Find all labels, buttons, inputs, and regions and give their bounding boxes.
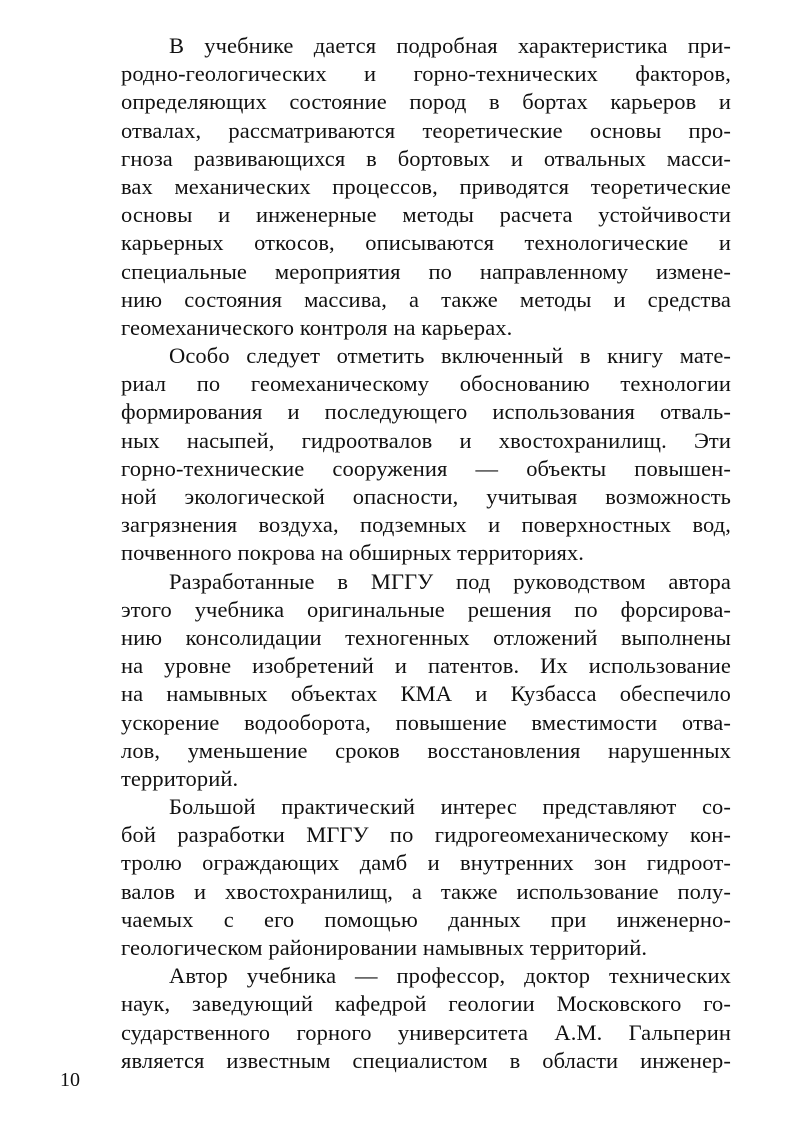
text-line: геомеханического контроля на карьерах.	[121, 314, 513, 340]
text-line: основы и инженерные методы расчета устойчивости	[121, 202, 731, 228]
text-line: территорий.	[121, 765, 239, 791]
text-line: отвалах, рассматриваются теоретические основы про-	[121, 117, 731, 143]
text-line: сударственного горного университета А.М. Гальперин	[121, 1019, 731, 1045]
page-number: 10	[60, 1069, 80, 1091]
text-line: Особо следует отметить включенный в книгу мате-	[169, 343, 731, 369]
text-line: Большой практический интерес представляют со-	[169, 794, 731, 820]
text-line: валов и хвостохранилищ, а также использование полу-	[121, 878, 731, 904]
text-line: ускорение водооборота, повышение вместимости отва-	[121, 709, 731, 735]
text-line: чаемых с его помощью данных при инженерно-	[121, 906, 731, 932]
text-line: загрязнения воздуха, подземных и поверхностных вод,	[121, 512, 731, 538]
text-line: В учебнике дается подробная характеристика при-	[169, 33, 731, 58]
text-line: определяющих состояние пород в бортах карьеров и	[121, 89, 731, 115]
text-line: гноза развивающихся в бортовых и отвальных масси-	[121, 145, 731, 171]
text-line: риал по геомеханическому обоснованию технологии	[121, 371, 731, 397]
text-line: Разработанные в МГГУ под руководством автора	[169, 568, 731, 594]
body-text	[121, 32, 731, 1075]
text-line: горно-технические сооружения — объекты повышен-	[121, 455, 731, 481]
text-line: ных насыпей, гидроотвалов и хвостохранилищ. Эти	[121, 427, 731, 453]
text-line: наук, заведующий кафедрой геологии Московского го-	[121, 991, 731, 1017]
text-line: специальные мероприятия по направленному измене-	[121, 258, 731, 284]
text-line: нию консолидации техногенных отложений выполнены	[121, 624, 731, 650]
text-line: вах механических процессов, приводятся теоретические	[121, 173, 731, 199]
text-line: лов, уменьшение сроков восстановления нарушенных	[121, 737, 731, 763]
text-line: является известным специалистом в области инженер-	[121, 1047, 731, 1073]
text-line: нию состояния массива, а также методы и средства	[121, 286, 731, 312]
text-line: на намывных объектах КМА и Кузбасса обеспечило	[121, 681, 731, 707]
text-line: тролю ограждающих дамб и внутренних зон гидроот-	[121, 850, 731, 876]
text-line: почвенного покрова на обширных территориях.	[121, 540, 585, 566]
text-line: на уровне изобретений и патентов. Их использование	[121, 653, 731, 679]
text-line: геологическом районировании намывных территорий.	[121, 935, 648, 960]
text-line: Автор учебника — профессор, доктор технических	[169, 963, 731, 989]
text-line: бой разработки МГГУ по гидрогеомеханическому кон-	[121, 822, 731, 848]
text-line: родно-геологических и горно-технических факторов,	[121, 61, 731, 87]
text-line: карьерных откосов, описываются технологические и	[121, 230, 731, 256]
text-line: ной экологической опасности, учитывая возможность	[121, 484, 731, 509]
text-line: этого учебника оригинальные решения по форсирова-	[121, 596, 731, 622]
text-line: формирования и последующего использования отваль-	[121, 399, 731, 425]
